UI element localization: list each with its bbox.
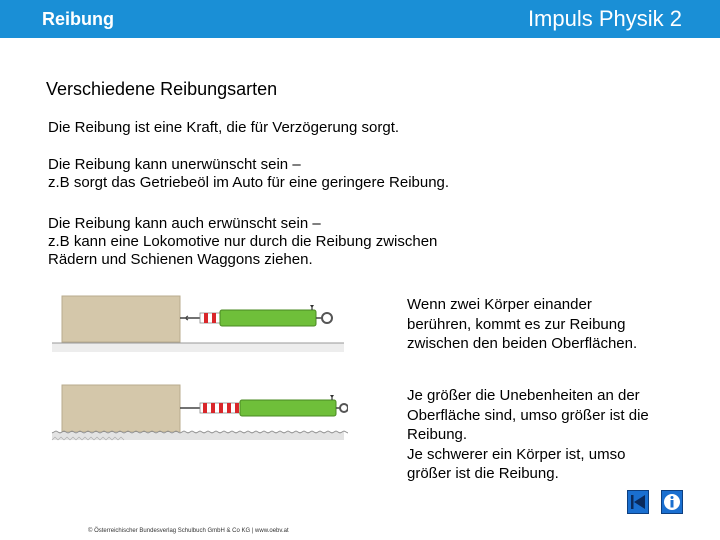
copyright-footer: © Österreichischer Bundesverlag Schulbuch GmbH & Co KG | www.oebv.at xyxy=(88,528,289,534)
header-bar xyxy=(0,0,720,38)
paragraph-line: Die Reibung kann unerwünscht sein – xyxy=(48,156,301,173)
paragraph-line: z.B sorgt das Getriebeöl im Auto für eine geringere Reibung. xyxy=(48,174,450,191)
description-line: Je schwerer ein Körper ist, umso xyxy=(407,445,626,463)
smooth-surface xyxy=(52,343,344,352)
description-line: Reibung. xyxy=(407,426,468,443)
description-line: berühren, kommt es zur Reibung xyxy=(407,315,626,333)
spring-scale xyxy=(180,305,332,326)
description-line: zwischen den beiden Oberflächen. xyxy=(407,335,638,352)
triangle-back-icon xyxy=(628,491,648,513)
paragraph-line: z.B kann eine Lokomotive nur durch die Reibung zwischen xyxy=(48,233,438,250)
slide-title: Verschiedene Reibungsarten xyxy=(46,79,278,99)
paragraph-line: Die Reibung kann auch erwünscht sein – xyxy=(48,215,321,232)
book-title: Impuls Physik 2 xyxy=(527,6,682,31)
paragraph-3 xyxy=(48,215,437,269)
paragraph-line: Rädern und Schienen Waggons ziehen. xyxy=(48,251,313,268)
description-smooth xyxy=(407,295,637,354)
info-button[interactable] xyxy=(661,490,683,514)
back-button[interactable] xyxy=(627,490,649,514)
chapter-title: Reibung xyxy=(42,9,114,29)
wooden-block xyxy=(62,385,180,432)
friction-illustration-smooth xyxy=(48,290,348,356)
info-icon xyxy=(662,491,682,513)
paragraph-line: Die Reibung ist eine Kraft, die für Verzögerung sorgt. xyxy=(48,119,400,136)
friction-illustration-rough xyxy=(48,378,348,444)
description-line: Wenn zwei Körper einander xyxy=(407,296,592,313)
description-line: Oberfläche sind, umso größer ist die xyxy=(407,406,649,424)
description-rough xyxy=(407,386,649,484)
spring-scale xyxy=(180,395,348,416)
paragraph-2 xyxy=(48,156,449,192)
description-line: größer ist die Reibung. xyxy=(407,465,559,482)
description-line: Je größer die Unebenheiten an der xyxy=(407,387,640,404)
wooden-block xyxy=(62,296,180,342)
paragraph-1 xyxy=(48,119,399,137)
